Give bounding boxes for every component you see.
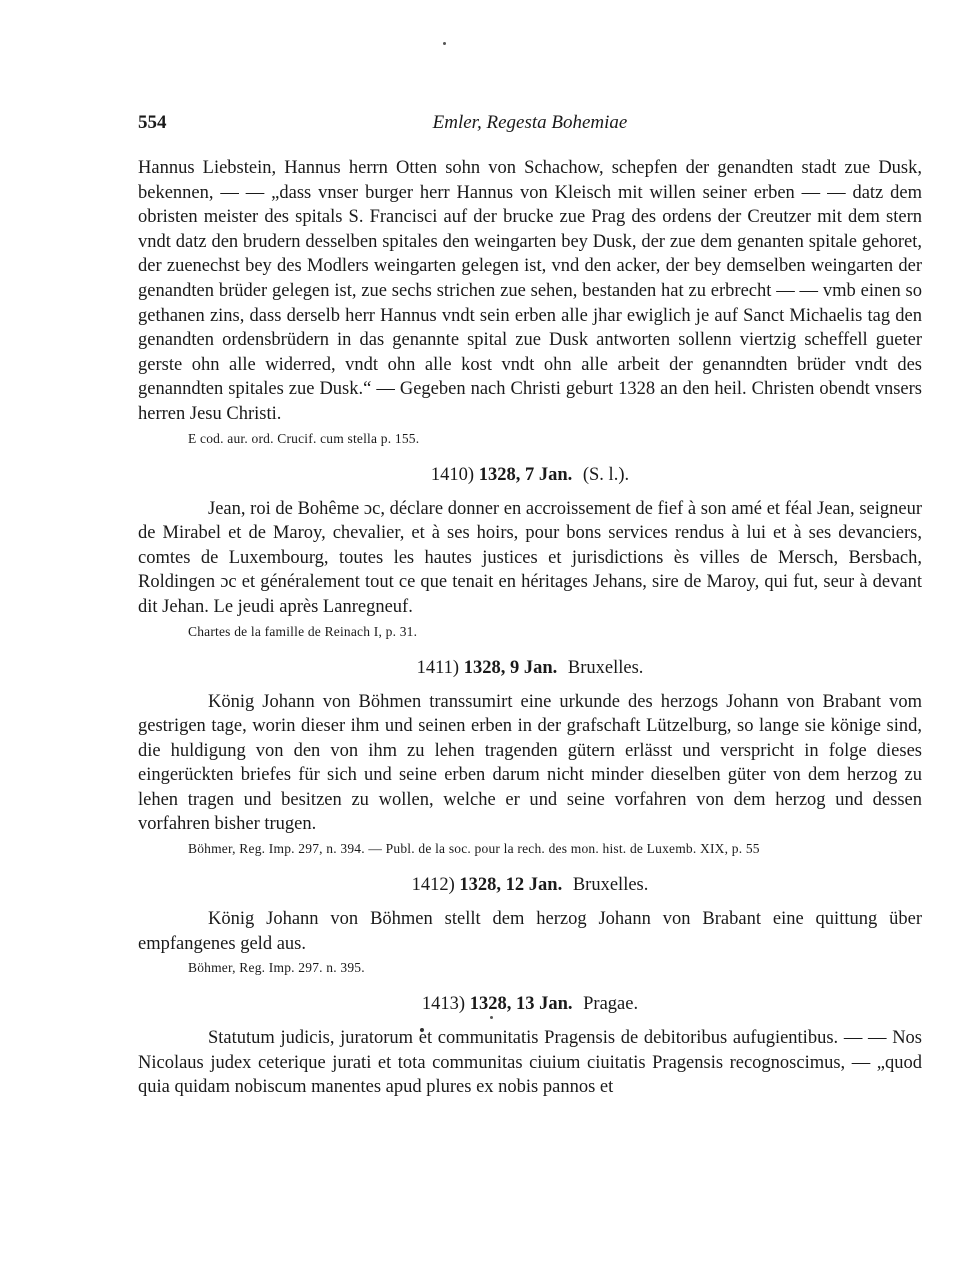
entry-heading-1411 xyxy=(138,656,922,680)
running-head xyxy=(138,112,922,142)
entry-place: Bruxelles. xyxy=(572,875,649,896)
entry-heading-1412 xyxy=(138,873,922,897)
entry-place: (S. l.). xyxy=(582,464,630,485)
entry-date: 1328, 7 Jan. xyxy=(478,464,573,485)
entry-place: Pragae. xyxy=(583,994,639,1015)
entry-heading-1413 xyxy=(138,992,922,1016)
continued-entry-source: E cod. aur. ord. Crucif. cum stella p. 155. xyxy=(188,430,420,446)
entry-number: 1410) xyxy=(430,464,475,485)
continued-entry-text: Hannus Liebstein, Hannus herrn Otten sohn von Schachow, schepfen der genandten stadt zue Dusk, bekennen, — — „dass vnser burger herr Hannus von Kleisch mit willen seiner erben — — datz dem obristen meister des spitals S. Francisci auf der brucke zue Prag des ordens der Creutzer mit dem stern vndt datz den brudern desselben spitales den weingarten bey Dusk, der zue dem genanten spitale gehoret, der zuenechst bey des Modlers weingarten gelegen ist, vnd den acker, der bey demselben weingarten der genandten brüder gelegen ist, zue sechs strichen zue sehen, bestanden hat zu erbrecht — — vmb einen so gethanen zins, dass derselb herr Hannus vndt sein erben alle jhar ewiglich je auf Sanct Michaelis tag den genandten ordensbrüdern in das genannte spital zue Dusk antworten sollenn viertzig scheffell gueter gerste ohn alle widerred, vndt ohn alle kost vndt ohn alle arbeit der genanndten brüder vndt des genanndten spitales zue Dusk.“ — Gegeben nach Christi geburt 1328 an den heil. Christen obendt vnsers herren Jesu Christi. xyxy=(138,158,922,424)
page-body xyxy=(138,112,922,1100)
entry-date: 1328, 13 Jan. xyxy=(469,994,573,1015)
entry-number: 1411) xyxy=(416,657,460,678)
entry-text-1411: König Johann von Böhmen transsumirt eine urkunde des herzogs Johann von Brabant vom gestrigen tage, worin dieser ihm und seinen erben in der grafschaft Lützelburg, so lange sie könige sind, die huldigung von den von ihm zu lehen tragenden gütern erlässt und verspricht in folge dieses eingerückten briefes für sich und seine erben darum nicht minder dieselben güter von dem herzog zu lehen tragen und besitzen zu wollen, welche er und seine vorfahren von dem herzog und dessen vorfahren bisher trugen. xyxy=(138,691,922,835)
running-title: Emler, Regesta Bohemiae xyxy=(432,112,628,133)
entry-source-1412: Böhmer, Reg. Imp. 297. n. 395. xyxy=(188,960,365,976)
entry-date: 1328, 12 Jan. xyxy=(459,875,563,896)
entry-number: 1412) xyxy=(411,875,455,896)
entry-place: Bruxelles. xyxy=(567,657,644,678)
entry-text-1410: Jean, roi de Bohême ɔc, déclare donner en accroissement de fief à son amé et féal Jean, seigneur de Mirabel et de Maroy, chevalier, et à ses hoirs, pour bons services rendus à lui et à ses devanciers, comtes de Luxembourg, toutes les hautes justices et jurisdictions ès villes de Mersch, Bersbach, Roldingen ɔc et généralement tout ce que tenait en héritages Jehans, sire de Maroy, qui fut, seur à devant dit Jehan. Le jeudi après Lanregneuf. xyxy=(138,498,922,617)
entry-text-1413: Statutum judicis, juratorum et communitatis Pragensis de debitoribus aufugientibus. — — Nos Nicolaus judex ceterique jurati et tota communitas ciuium ciuitatis Pragensis recognoscimus, — „quod quia quidam nobiscum manentes apud plures ex nobis pannos et xyxy=(138,1028,922,1098)
entry-number: 1413) xyxy=(421,994,466,1015)
page-number: 554 xyxy=(138,112,167,133)
entry-text-1412: König Johann von Böhmen stellt dem herzog Johann von Brabant eine quittung über empfangenes geld aus. xyxy=(138,909,922,954)
entry-source-1410: Chartes de la famille de Reinach I, p. 31. xyxy=(188,623,418,639)
entry-date: 1328, 9 Jan. xyxy=(463,657,558,678)
speck-top xyxy=(443,42,446,45)
entry-source-1411: Böhmer, Reg. Imp. 297, n. 394. — Publ. de la soc. pour la rech. des mon. hist. de Luxemb. XIX, p. 55 xyxy=(188,841,760,857)
entry-heading-1410 xyxy=(138,463,922,487)
